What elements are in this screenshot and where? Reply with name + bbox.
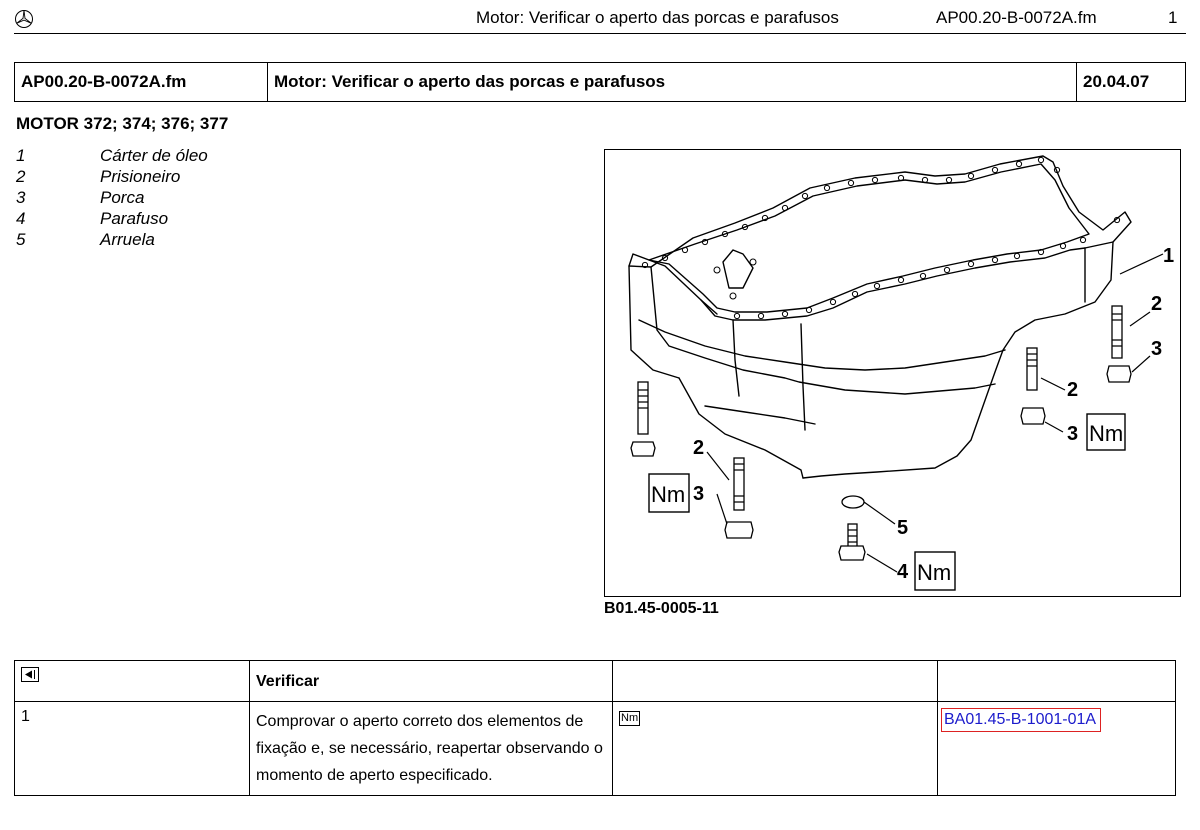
legend-item: [16, 208, 208, 229]
legend-label: Porca: [100, 188, 145, 207]
doc-date-cell: 20.04.07: [1077, 63, 1186, 102]
torque-label: Nm: [917, 560, 952, 585]
legend-number: 5: [16, 230, 26, 249]
running-header: [0, 0, 1200, 36]
step-reference-cell: [938, 702, 1176, 796]
title-table: [14, 62, 1186, 102]
action-header: Verificar: [256, 673, 320, 690]
callout-3: 3: [1067, 423, 1079, 445]
table-row: [15, 702, 1176, 796]
step-instruction: [250, 702, 613, 796]
step-symbol-cell: [613, 702, 938, 796]
callout-2: 2: [1151, 293, 1163, 315]
reference-link[interactable]: BA01.45-B-1001-01A: [941, 708, 1101, 732]
header-file: AP00.20-B-0072A.fm: [936, 8, 1097, 27]
callout-4: 4: [897, 561, 909, 583]
legend-item: [16, 166, 208, 187]
step-number: 1: [15, 702, 250, 796]
callout-1: 1: [1163, 245, 1175, 267]
legend-item: [16, 229, 208, 250]
page-number: 1: [1168, 8, 1178, 27]
legend-label: Prisioneiro: [100, 167, 181, 186]
step-instruction-text: Comprovar o aperto correto dos elementos de fixação e, se necessário, reapertar observando o momento de aperto especificado.: [256, 713, 603, 784]
oil-pan-drawing: [605, 150, 1180, 596]
parts-legend: [16, 145, 208, 250]
figure-caption: B01.45-0005-11: [604, 600, 719, 617]
header-title: Motor: Verificar o aperto das porcas e parafusos: [476, 8, 839, 27]
callout-5: 5: [897, 517, 909, 539]
callout-3: 3: [1151, 338, 1163, 360]
legend-number: 4: [16, 209, 26, 228]
reference-header-cell: [938, 661, 1176, 702]
legend-number: 1: [16, 146, 26, 165]
procedure-table: [14, 660, 1176, 796]
legend-label: Parafuso: [100, 209, 169, 228]
header-rule: [14, 33, 1186, 34]
legend-number: 3: [16, 188, 26, 207]
callout-3: 3: [693, 483, 705, 505]
callout-2: 2: [1067, 379, 1079, 401]
legend-label: Cárter de óleo: [100, 146, 208, 165]
step-header-cell: [15, 661, 250, 702]
action-header-cell: [250, 661, 613, 702]
legend-number: 2: [16, 167, 26, 186]
legend-item: [16, 145, 208, 166]
callout-2: 2: [693, 437, 705, 459]
legend-item: [16, 187, 208, 208]
torque-symbol: Nm: [621, 712, 639, 724]
step-arrow-icon: [21, 667, 39, 682]
torque-label: Nm: [1089, 421, 1124, 446]
torque-label: Nm: [651, 482, 686, 507]
doc-id-cell: AP00.20-B-0072A.fm: [15, 63, 268, 102]
oil-pan-exploded-figure: [604, 149, 1181, 597]
legend-label: Arruela: [100, 230, 155, 249]
mercedes-star-logo: [14, 9, 34, 29]
symbol-header-cell: [613, 661, 938, 702]
doc-title-cell: Motor: Verificar o aperto das porcas e parafusos: [268, 63, 1077, 102]
engine-models-heading: MOTOR 372; 374; 376; 377: [16, 114, 229, 133]
